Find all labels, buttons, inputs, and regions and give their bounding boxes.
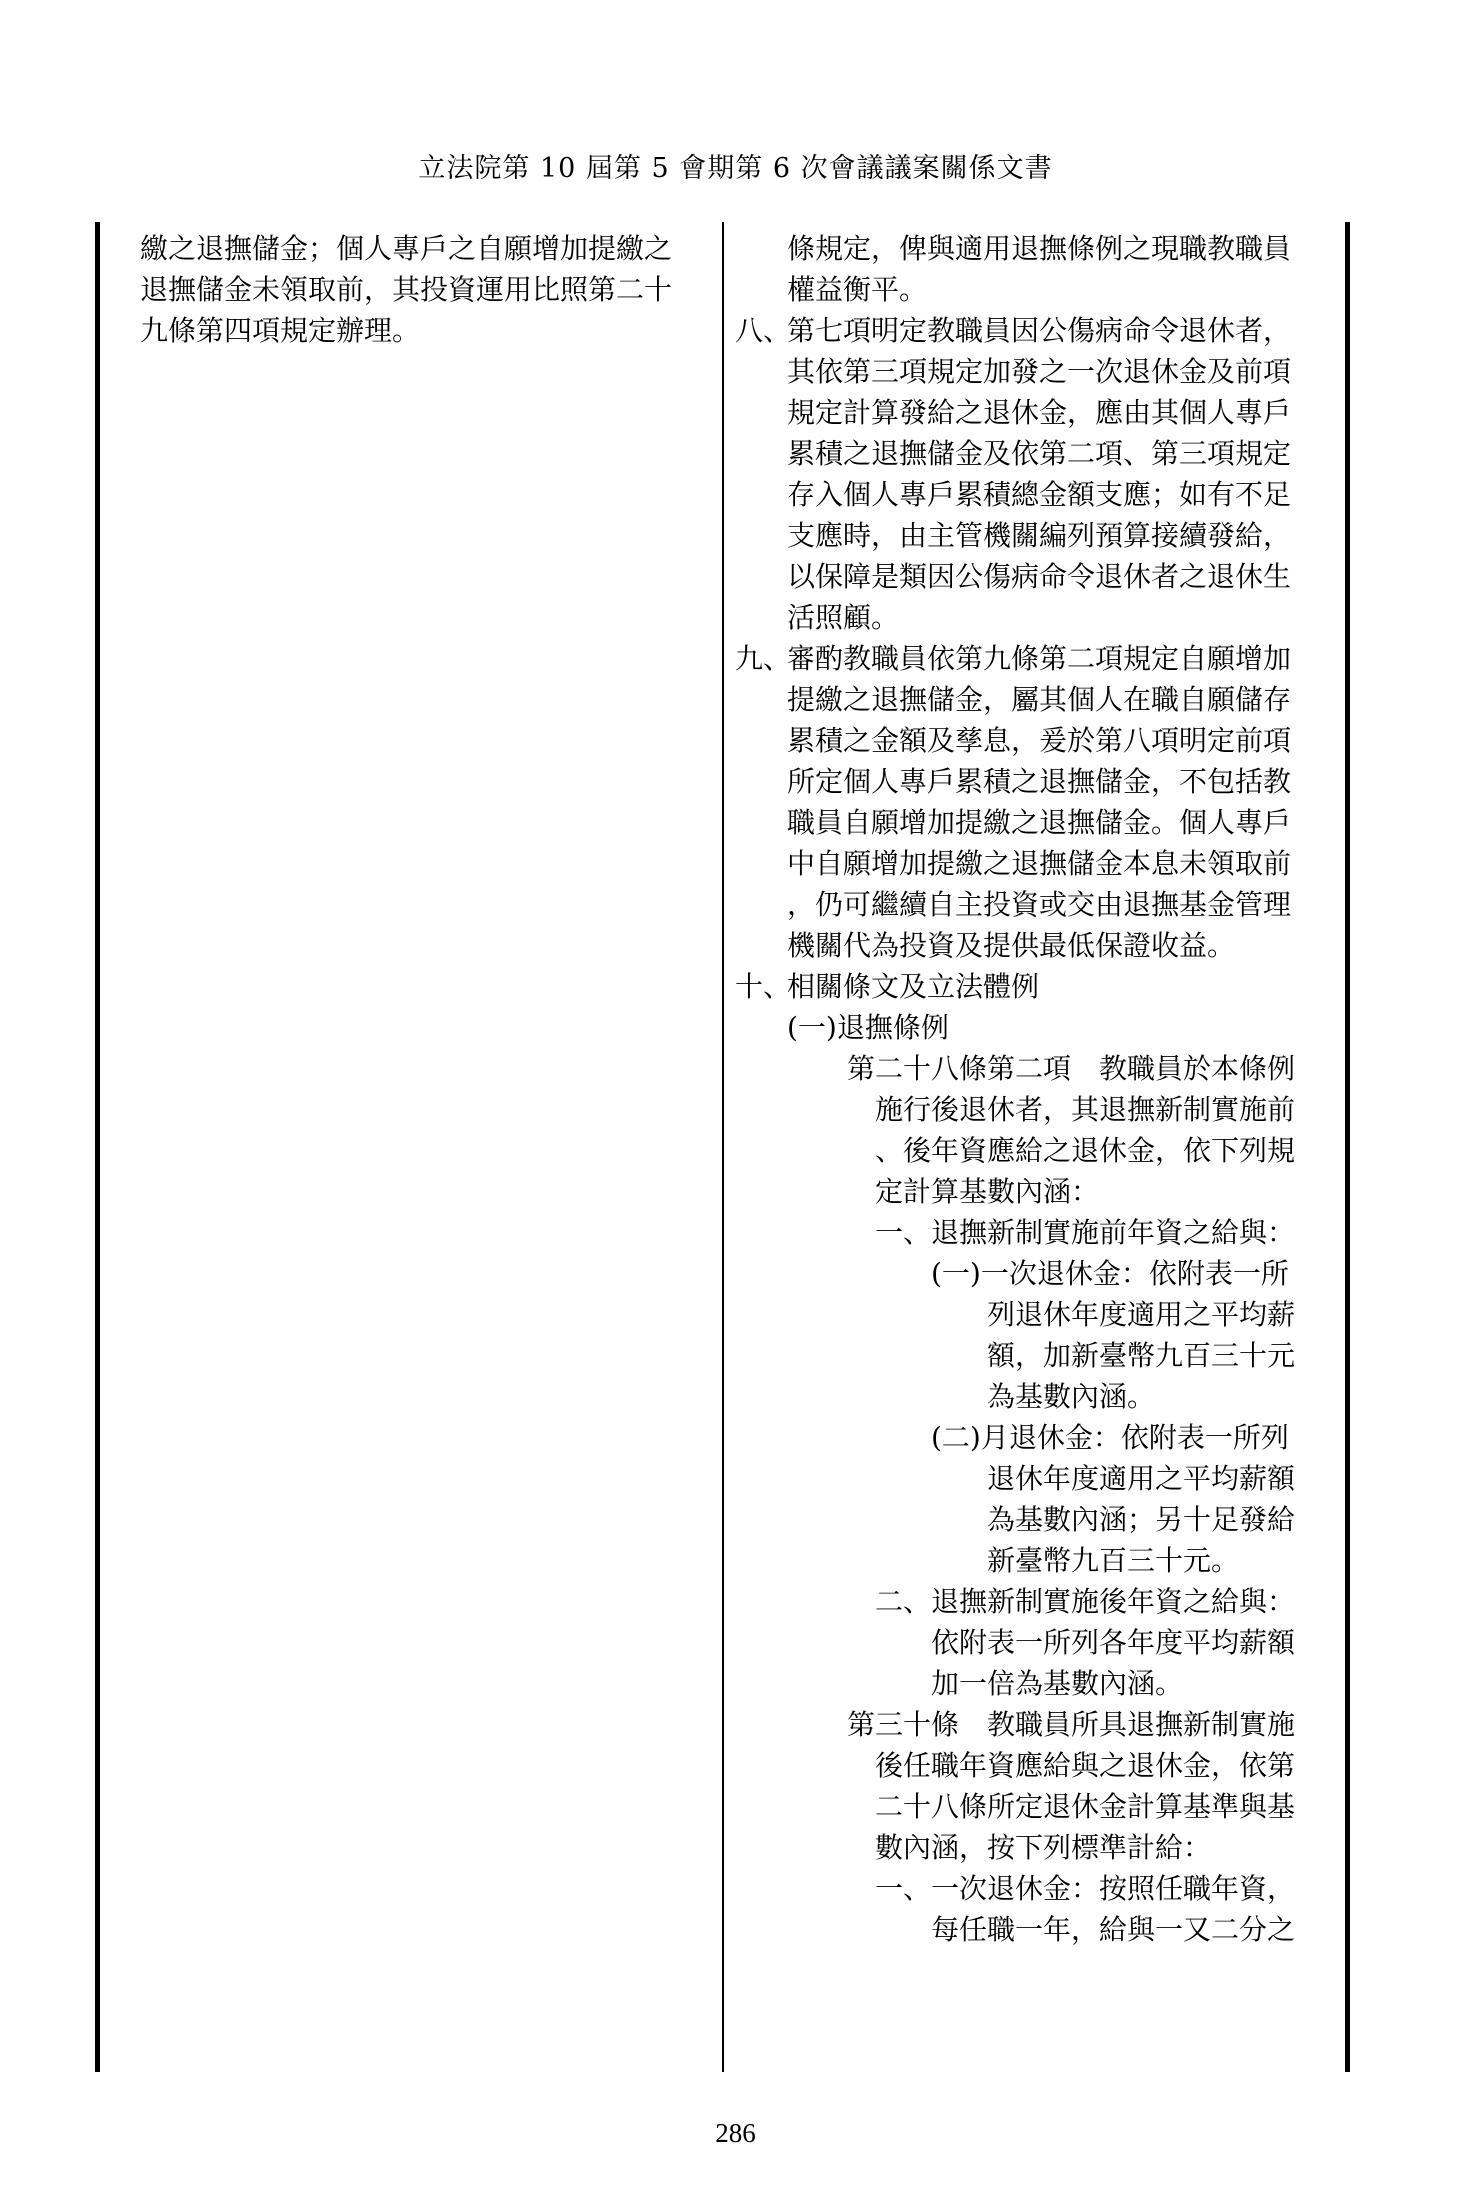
- right-column-text: 二十八條所定退休金計算基準與基: [875, 1790, 1296, 1823]
- right-column-line: [735, 1007, 1335, 1048]
- right-border-rule: [1345, 222, 1350, 2072]
- right-column-text: 提繳之退撫儲金，屬其個人在職自願儲存: [787, 683, 1292, 716]
- right-column-line: [735, 392, 1335, 433]
- right-column-text: 一、一次退休金：按照任職年資，: [875, 1872, 1296, 1905]
- right-column-line: [735, 925, 1335, 966]
- right-column-line: [735, 1294, 1335, 1335]
- right-column-line: [735, 1745, 1335, 1786]
- right-column-text: 後任職年資應給與之退休金，依第: [875, 1749, 1296, 1782]
- right-column-text: 中自願增加提繳之退撫儲金本息未領取前: [787, 847, 1292, 880]
- right-column-text: (一)退撫條例: [787, 1011, 949, 1044]
- right-column-text: 第三十條 教職員所具退撫新制實施: [847, 1708, 1296, 1741]
- right-column-line: [735, 1909, 1335, 1950]
- right-column-text: 相關條文及立法體例: [787, 970, 1040, 1003]
- right-column-text: 第二十八條第二項 教職員於本條例: [847, 1052, 1296, 1085]
- right-column-line: [735, 269, 1335, 310]
- right-column-text: 為基數內涵；另十足發給: [987, 1503, 1296, 1536]
- right-column-text: 職員自願增加提繳之退撫儲金。個人專戶: [787, 806, 1292, 839]
- right-column-line: [735, 1130, 1335, 1171]
- right-column-line: [735, 1089, 1335, 1130]
- right-column-line: [735, 884, 1335, 925]
- right-column-line: [735, 720, 1335, 761]
- right-column-line: [735, 1622, 1335, 1663]
- right-column-line: [735, 679, 1335, 720]
- right-column-text: 數內涵，按下列標準計給：: [875, 1831, 1212, 1864]
- right-column-line: [735, 433, 1335, 474]
- right-column-line: [735, 1663, 1335, 1704]
- right-column-text: 、後年資應給之退休金，依下列規: [875, 1134, 1296, 1167]
- right-column-text: 加一倍為基數內涵。: [931, 1667, 1184, 1700]
- right-column-line: [735, 1499, 1335, 1540]
- right-column-text: ，仍可繼續自主投資或交由退撫基金管理: [787, 888, 1292, 921]
- right-column-line: [735, 310, 1335, 351]
- right-column-line: [735, 1868, 1335, 1909]
- right-column-text: 所定個人專戶累積之退撫儲金，不包括教: [787, 765, 1292, 798]
- left-border-rule: [95, 222, 100, 2072]
- right-column-text: 額，加新臺幣九百三十元: [987, 1339, 1296, 1372]
- right-column-line: [735, 1212, 1335, 1253]
- right-column-line: [735, 1253, 1335, 1294]
- right-column-text: (一)一次退休金：依附表一所: [931, 1257, 1289, 1290]
- right-column-text: 條規定，俾與適用退撫條例之現職教職員: [787, 232, 1292, 265]
- right-column-line: [735, 1540, 1335, 1581]
- right-column-text: 列退休年度適用之平均薪: [987, 1298, 1296, 1331]
- right-column-line: [735, 1458, 1335, 1499]
- right-column-line: [735, 638, 1335, 679]
- list-item-marker: 八、: [735, 314, 792, 347]
- right-column-line: [735, 474, 1335, 515]
- right-column-text: 累積之退撫儲金及依第二項、第三項規定: [787, 437, 1292, 470]
- right-column-text: 支應時，由主管機關編列預算接續發給，: [787, 519, 1292, 552]
- page-number: 286: [715, 2118, 756, 2148]
- right-column-line: [735, 351, 1335, 392]
- right-column-line: [735, 1581, 1335, 1622]
- right-column-text: 以保障是類因公傷病命令退休者之退休生: [787, 560, 1292, 593]
- right-column-text: 機關代為投資及提供最低保證收益。: [787, 929, 1236, 962]
- right-column-line: [735, 843, 1335, 884]
- right-column-text: 二、退撫新制實施後年資之給與：: [875, 1585, 1296, 1618]
- right-column-line: [735, 1827, 1335, 1868]
- right-column-line: [735, 1335, 1335, 1376]
- right-column-text: 活照顧。: [787, 601, 900, 634]
- right-column-line: [735, 1417, 1335, 1458]
- right-column: [735, 228, 1335, 1950]
- right-column-text: 為基數內涵。: [987, 1380, 1156, 1413]
- right-column-text: 規定計算發給之退休金，應由其個人專戶: [787, 396, 1292, 429]
- right-column-text: 存入個人專戶累積總金額支應；如有不足: [787, 478, 1292, 511]
- right-column-text: 新臺幣九百三十元。: [987, 1544, 1240, 1577]
- right-column-line: [735, 597, 1335, 638]
- column-divider-rule: [722, 222, 724, 2072]
- list-item-marker: 九、: [735, 642, 792, 675]
- right-column-line: [735, 556, 1335, 597]
- right-column-line: [735, 966, 1335, 1007]
- left-column-line: 九條第四項規定辦理。: [140, 314, 421, 347]
- right-column-line: [735, 761, 1335, 802]
- right-column-text: 審酌教職員依第九條第二項規定自願增加: [787, 642, 1292, 675]
- right-column-text: 每任職一年，給與一又二分之: [931, 1913, 1296, 1946]
- left-column-line: 退撫儲金未領取前，其投資運用比照第二十: [140, 273, 673, 306]
- right-column-line: [735, 1704, 1335, 1745]
- right-column-line: [735, 515, 1335, 556]
- right-column-text: (二)月退休金：依附表一所列: [931, 1421, 1289, 1454]
- right-column-text: 第七項明定教職員因公傷病命令退休者，: [787, 314, 1292, 347]
- right-column-text: 依附表一所列各年度平均薪額: [931, 1626, 1296, 1659]
- right-column-text: 定計算基數內涵：: [875, 1175, 1100, 1208]
- right-column-text: 權益衡平。: [787, 273, 928, 306]
- page-header: 立法院第 10 屆第 5 會期第 6 次會議議案關係文書: [418, 153, 1053, 184]
- right-column-text: 其依第三項規定加發之一次退休金及前項: [787, 355, 1292, 388]
- right-column-text: 累積之金額及孳息，爰於第八項明定前項: [787, 724, 1292, 757]
- left-column: [140, 228, 705, 351]
- left-column-line: 繳之退撫儲金；個人專戶之自願增加提繳之: [140, 232, 673, 265]
- list-item-marker: 十、: [735, 970, 792, 1003]
- right-column-text: 退休年度適用之平均薪額: [987, 1462, 1296, 1495]
- right-column-line: [735, 1171, 1335, 1212]
- right-column-line: [735, 802, 1335, 843]
- right-column-line: [735, 1048, 1335, 1089]
- right-column-line: [735, 1786, 1335, 1827]
- right-column-text: 施行後退休者，其退撫新制實施前: [875, 1093, 1296, 1126]
- right-column-line: [735, 1376, 1335, 1417]
- right-column-line: [735, 228, 1335, 269]
- right-column-text: 一、退撫新制實施前年資之給與：: [875, 1216, 1296, 1249]
